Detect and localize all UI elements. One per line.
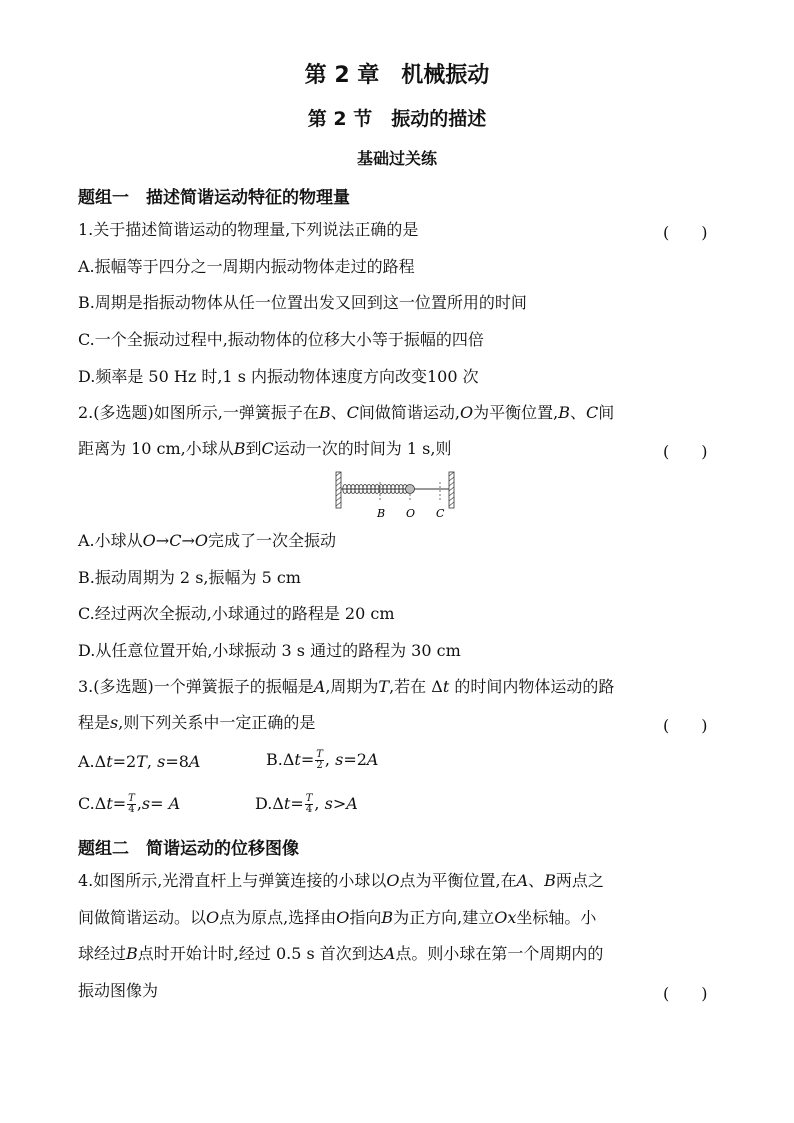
q3-option-b: B.Δt= $\frac{T}{2}$ , s=2A xyxy=(266,749,379,771)
q2-stem-line1: 2.(多选题)如图所示,一弹簧振子在B、C间做简谐运动,O为平衡位置,B、C间 xyxy=(78,403,615,422)
oscillator-ball xyxy=(406,485,415,494)
q3-stem-line2: 程是s,则下列关系中一定正确的是 xyxy=(78,713,316,732)
q2-answer-paren: ( ) xyxy=(663,442,708,461)
q1-answer-paren: ( ) xyxy=(663,223,708,242)
q2-option-b: B.振动周期为 2 s,振幅为 5 cm xyxy=(78,568,301,587)
group-heading-2: 题组二 简谐运动的位移图像 xyxy=(78,839,299,859)
spring-oscillator-figure xyxy=(330,468,460,524)
q2-option-c: C.经过两次全振动,小球通过的路程是 20 cm xyxy=(78,604,395,623)
q1-stem: 1.关于描述简谐运动的物理量,下列说法正确的是 xyxy=(78,220,419,239)
section-title: 第 2 节 振动的描述 xyxy=(307,108,487,130)
q3-option-c: C.Δt= $\frac{T}{4}$ ,s= A xyxy=(78,793,181,815)
q2-option-a: A.小球从O→C→O完成了一次全振动 xyxy=(78,531,336,550)
q3-option-a: A.Δt=2T, s=8A xyxy=(78,752,201,771)
q3-option-d: D.Δt= $\frac{T}{4}$ , s>A xyxy=(255,793,358,815)
fraction-t-over-2: $\frac{T}{2}$ xyxy=(316,749,323,771)
exercise-subtitle: 基础过关练 xyxy=(356,149,437,168)
q4-stem-line2: 间做简谐运动。以O点为原点,选择由O指向B为正方向,建立Ox坐标轴。小 xyxy=(78,908,597,927)
q4-stem-line4: 振动图像为 xyxy=(78,981,159,1000)
chapter-title: 第 2 章 机械振动 xyxy=(304,63,490,88)
q1-option-c: C.一个全振动过程中,振动物体的位移大小等于振幅的四倍 xyxy=(78,330,484,349)
q1-option-a: A.振幅等于四分之一周期内振动物体走过的路程 xyxy=(78,257,415,276)
q1-option-d: D.频率是 50 Hz 时,1 s 内振动物体速度方向改变100 次 xyxy=(78,367,479,386)
q3-stem-line1: 3.(多选题)一个弹簧振子的振幅是A,周期为T,若在 Δt 的时间内物体运动的路 xyxy=(78,677,615,696)
figure-label-c: C xyxy=(436,507,445,520)
q4-answer-paren: ( ) xyxy=(663,984,708,1003)
q2-stem-line2: 距离为 10 cm,小球从B到C运动一次的时间为 1 s,则 xyxy=(78,439,452,458)
fraction-t-over-4: $\frac{T}{4}$ xyxy=(128,793,135,815)
q4-stem-line3: 球经过B点时开始计时,经过 0.5 s 首次到达A点。则小球在第一个周期内的 xyxy=(78,944,604,963)
q1-option-b: B.周期是指振动物体从任一位置出发又回到这一位置所用的时间 xyxy=(78,293,527,312)
figure-label-b: B xyxy=(377,507,386,520)
q4-stem-line1: 4.如图所示,光滑直杆上与弹簧连接的小球以O点为平衡位置,在A、B两点之 xyxy=(78,871,604,890)
figure-label-o: O xyxy=(406,507,416,520)
fraction-t-over-4-d: $\frac{T}{4}$ xyxy=(305,793,313,815)
q2-option-d: D.从任意位置开始,小球振动 3 s 通过的路程为 30 cm xyxy=(78,641,461,660)
group-heading-1: 题组一 描述简谐运动特征的物理量 xyxy=(78,188,350,208)
q3-answer-paren: ( ) xyxy=(663,716,708,735)
